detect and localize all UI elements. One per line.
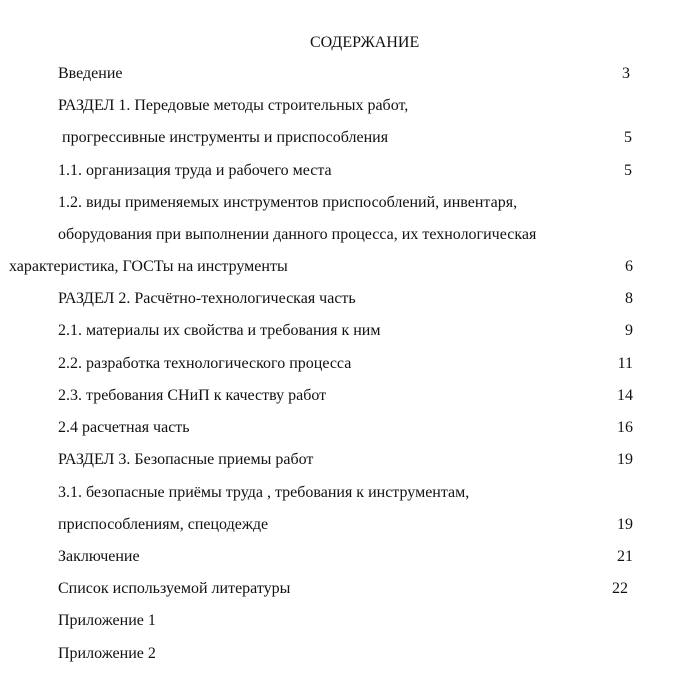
- toc-entry-references: Список используемой литературы: [58, 580, 291, 597]
- toc-entry-appendix-2: Приложение 2: [58, 645, 156, 662]
- toc-entry-3-1-cont: приспособлениям, спецодежде: [58, 516, 269, 533]
- toc-entry-section-1: РАЗДЕЛ 1. Передовые методы строительных работ,: [58, 97, 409, 114]
- toc-entry-introduction: Введение: [58, 65, 123, 82]
- toc-page-number: 14: [617, 387, 633, 404]
- toc-page-number: 19: [617, 451, 633, 468]
- toc-page-number: 11: [617, 355, 633, 372]
- toc-page-number: 5: [624, 129, 632, 146]
- toc-page-number: 16: [617, 419, 633, 436]
- toc-page-number: 5: [624, 162, 632, 179]
- page-title: СОДЕРЖАНИЕ: [310, 34, 420, 51]
- toc-page-number: 6: [625, 258, 633, 275]
- toc-page-number: 9: [625, 322, 633, 339]
- toc-entry-2-4: 2.4 расчетная часть: [58, 419, 190, 436]
- toc-entry-section-2: РАЗДЕЛ 2. Расчётно-технологическая часть: [58, 290, 356, 307]
- toc-entry-1-2-cont: оборудования при выполнении данного процесса, их технологическая: [58, 226, 537, 243]
- toc-entry-3-1: 3.1. безопасные приёмы труда , требования к инструментам,: [58, 484, 470, 501]
- toc-entry-conclusion: Заключение: [58, 548, 140, 565]
- toc-entry-2-1: 2.1. материалы их свойства и требования к ним: [58, 322, 381, 339]
- toc-entry-1-1: 1.1. организация труда и рабочего места: [58, 162, 332, 179]
- toc-entry-1-2: 1.2. виды применяемых инструментов приспособлений, инвентаря,: [58, 194, 518, 211]
- toc-page-number: 21: [617, 548, 633, 565]
- toc-entry-2-2: 2.2. разработка технологического процесса: [58, 355, 352, 372]
- toc-entry-section-3: РАЗДЕЛ 3. Безопасные приемы работ: [58, 451, 314, 468]
- toc-entry-2-3: 2.3. требования СНиП к качеству работ: [58, 387, 327, 404]
- toc-entry-section-1-cont: прогрессивные инструменты и приспособления: [58, 129, 389, 146]
- toc-page-number: 8: [625, 290, 633, 307]
- toc-page-number: 3: [622, 65, 630, 82]
- toc-page-number: 22: [612, 580, 628, 597]
- toc-entry-1-2-cont2: характеристика, ГОСТы на инструменты: [9, 258, 288, 275]
- toc-entry-appendix-1: Приложение 1: [58, 612, 156, 629]
- toc-page-number: 19: [617, 516, 633, 533]
